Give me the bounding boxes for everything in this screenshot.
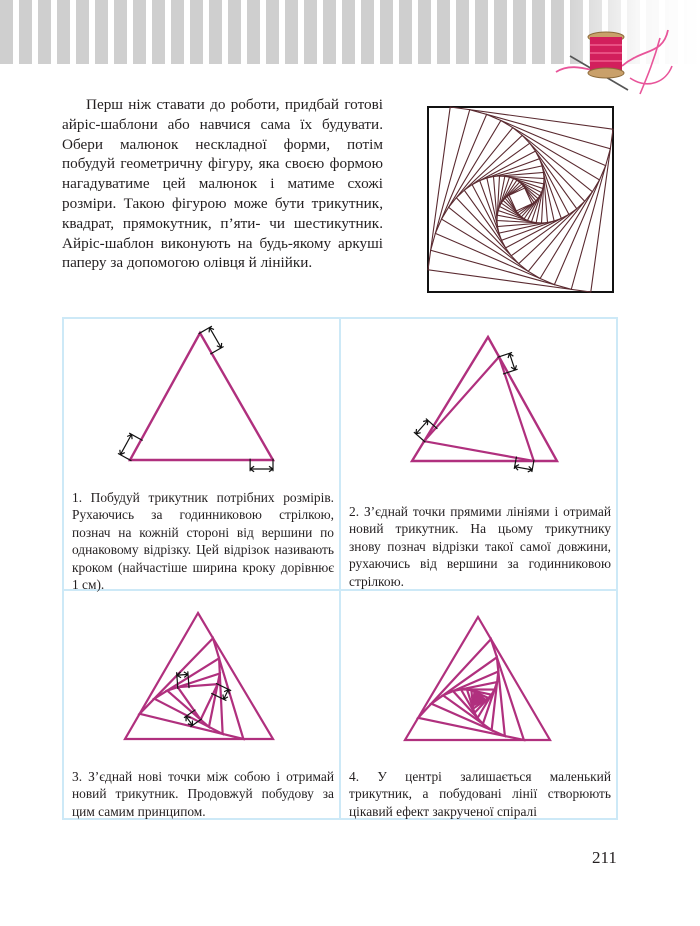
iris-spiral-square [503, 182, 538, 217]
inner-triangle [424, 357, 534, 461]
thread-spool-icon [548, 20, 678, 100]
iris-outer-square [428, 107, 613, 292]
iris-spiral-square [505, 184, 536, 215]
iris-spiral-square [449, 128, 593, 272]
spiral-triangle [431, 657, 505, 736]
step-4-triangle-diagram [398, 610, 558, 745]
step-3-triangle-diagram [120, 603, 280, 748]
intro-paragraph: Перш ніж ставати до роботи, придбай готові айріс-шаблони або навчися сама їх будувати. Обери малюнок нескладної форми, потім побудуй геометричну фігуру, яка своєю формою нагадуватиме цей малюнок і матиме схожі розміри. Такою фігурою може бути трикутник, квадрат, прямокутник, п’яти- чи шестикутник. Айріс-шаблон виконують на будь-якому аркуші паперу за допомогою олівця й лінійки. [62, 96, 383, 272]
iris-spiral-square [442, 121, 600, 279]
triangle-outline [130, 333, 273, 460]
spiral-triangle [476, 698, 479, 701]
step-marker [118, 433, 143, 461]
iris-spiral-square [498, 177, 543, 222]
step-3-caption: 3. З’єднай нові точки між собою і отримай новий трикутник. Продовжуй побудову за цим самим принципом. [72, 769, 334, 819]
iris-spiral-square [428, 107, 613, 292]
step-2-caption: 2. З’єднай точки прямими лініями і отримай новий трикутник. На цьому трикутнику знову познач відрізки такої самої довжини, рухаючись від вершини за годинниковою стрілкою. [349, 504, 611, 589]
step-1-triangle-diagram [110, 325, 280, 483]
steps-divider-vertical [339, 317, 341, 820]
page-number: 211 [592, 848, 617, 867]
step-1-caption: 1. Побудуй трикутник потрібних розмірів. Рухаючись за годинниковою стрілкою, познач на кожній стороні від вершини по однаковому відрізку. Цей відрізок називають кроком (найчастіше ширина кроку дорівнює 1 см). [72, 490, 334, 593]
step-4-caption: 4. У центрі залишається маленький трикутник, а побудовані лінії створюють цікавий ефект закрученої спіралі [349, 769, 611, 819]
spiral-triangle [405, 617, 550, 740]
iris-spiral-square [464, 143, 577, 256]
step-2-triangle-diagram [400, 330, 565, 480]
iris-spiral-square [456, 135, 584, 263]
iris-square-pattern [426, 105, 615, 294]
